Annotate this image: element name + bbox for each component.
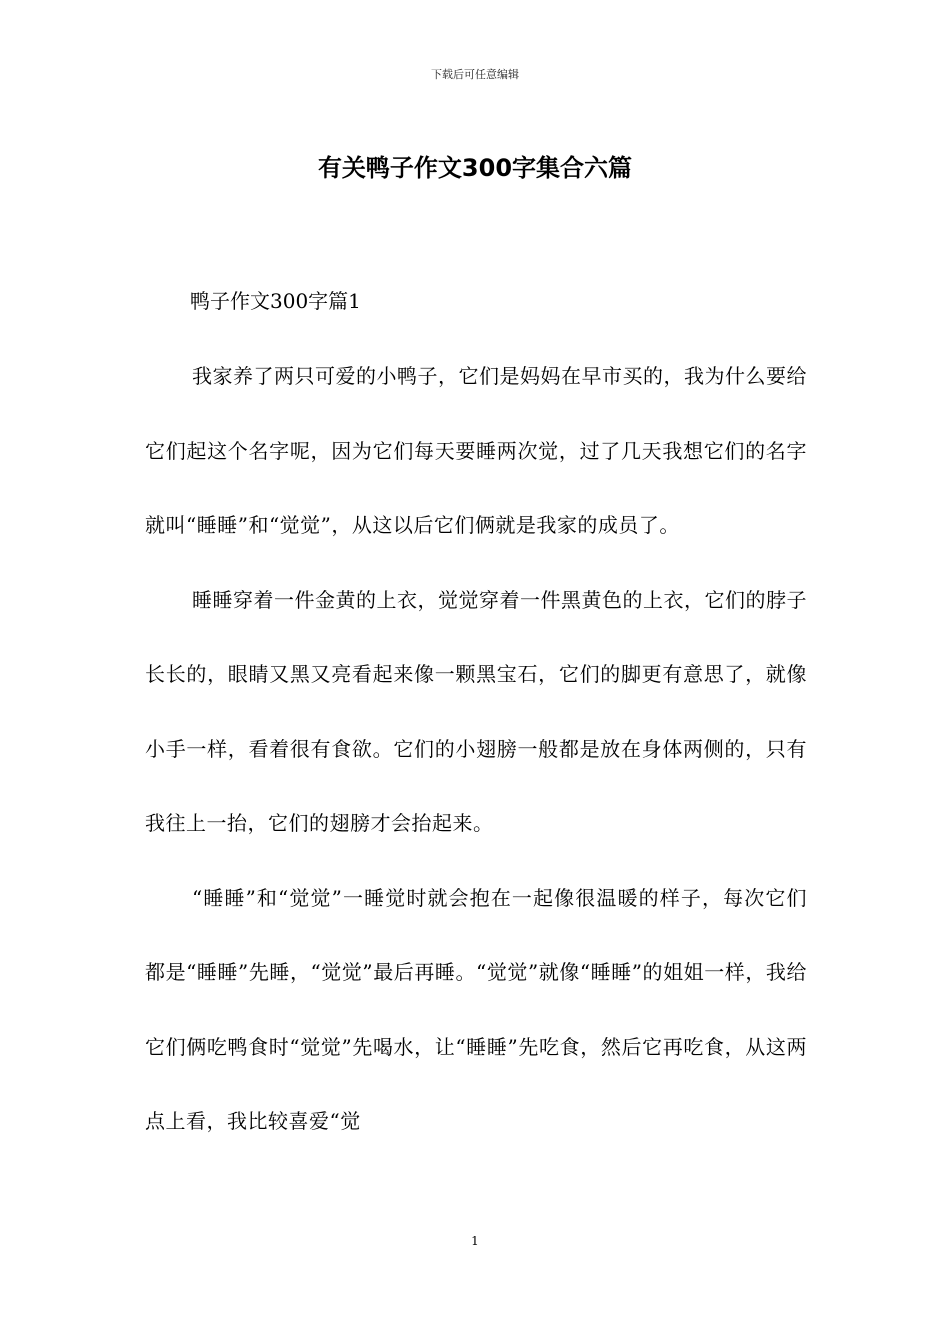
paragraph-3: “睡睡”和“觉觉”一睡觉时就会抱在一起像很温暖的样子，每次它们都是“睡睡”先睡，“觉觉”最后再睡。“觉觉”就像“睡睡”的姐姐一样，我给它们俩吃鸭食时“觉觉”先喝水，让“睡睡”先吃食，然后它再吃食，从这两点上看，我比较喜爱“觉: [145, 885, 807, 1133]
paragraph-1: 我家养了两只可爱的小鸭子，它们是妈妈在早市买的，我为什么要给它们起这个名字呢，因为它们每天要睡两次觉，过了几天我想它们的名字就叫“睡睡”和“觉觉”，从这以后它们俩就是我家的成员了。: [145, 364, 807, 537]
header-note: 下载后可任意编辑: [431, 68, 519, 81]
document-title: 有关鸭子作文300字集合六篇: [317, 154, 633, 182]
document-body: [145, 339, 807, 1159]
section-heading: 鸭子作文300字篇1: [190, 289, 361, 313]
paragraph-2: 睡睡穿着一件金黄的上衣，觉觉穿着一件黑黄色的上衣，它们的脖子长长的，眼睛又黑又亮看起来像一颗黑宝石，它们的脚更有意思了，就像小手一样，看着很有食欲。它们的小翅膀一般都是放在身体两侧的，只有我往上一抬，它们的翅膀才会抬起来。: [145, 587, 807, 835]
page-number: 1: [471, 1234, 479, 1248]
